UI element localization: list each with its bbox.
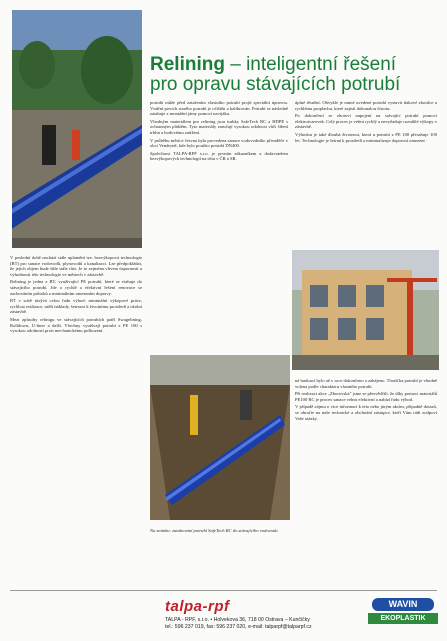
middle-column (150, 100, 288, 350)
title-bold: Relining (150, 54, 225, 75)
mid-paragraph: Vhodným materiálem pro relining jsou trubky SafeTech RC a HDPE s ochranným pláštěm. Tyto materiály zaručují vysokou odolnost vůči šíření trhlin a bodovému zatížení. (150, 118, 288, 135)
mid-paragraph: V průběhu měsíce června byla provedena sanace vodovodního přivaděče v obci Vendryně, kde bylo použito potrubí DN400. (150, 137, 288, 149)
talpa-logo: talpa-rpf (165, 598, 230, 615)
br-paragraph: ná budoucí bylo až v roce dokončeno a zahájeno. Tloušťka potrubí je vhodně volena podle charakteru vlastního potrubí. (295, 378, 437, 389)
wavin-logo: WAVIN (372, 598, 434, 611)
title-rest: – inteligentní řešení (224, 54, 397, 75)
footer-address-block (165, 617, 355, 631)
mid-paragraph: potrubí může před zatažením vlastního potrubí projít speciální úpravou. Vnitřní povrch starého potrubí je očištěn a kalibrován. Potrubí se následně zatahuje z montážní jámy pomocí navijáku. (150, 100, 288, 117)
right-paragraph: Po dokončení se zhotoví napojení na stávající potrubí pomocí elektrotvarovek. Celý proces je velmi rychlý a nevyžaduje rozsáhlé výkopy v zástavbě. (295, 113, 437, 130)
br-paragraph: Při realizaci akce „Zborovská" jsme se přesvědčili, že díky pomoci materiálů PE100 RC je proces sanace velmi efektivní a nabízí řadu výhod. (295, 391, 437, 402)
photo-pipe-street (12, 10, 142, 248)
left-column (10, 255, 142, 585)
photo-building (292, 250, 439, 370)
footer-contact: tel.: 596 237 019, fax: 596 237 020, e-mail: talparpf@talparpf.cz (165, 624, 312, 630)
right-paragraph: Výhodou je také dlouhá životnost, která u potrubí z PE 100 přesahuje 100 let. Technologie je šetrná k prostředí a minimalizuje dopravní omezení. (295, 131, 437, 143)
ekoplastik-logo: EKOPLASTIK (368, 613, 438, 624)
br-paragraph: V případě zájmu o více informací k této nebo jiným akcím, případně dotazů, se obraťte na naše technické a obchodní zástupce, kteří Vám rádi zodpoví Vaše otázky. (295, 404, 437, 421)
bottom-right-column (295, 378, 437, 583)
mid-caption: Na snímku: zatahování potrubí SafeTech RC do stávajícího vodovodu (150, 528, 278, 533)
left-paragraph: V poslední době nachází stále uplatnění tzv. bezvýkopová technologie (BT) pro sanace vodovodů, plynovodů a kanalizací. Lze předpokládat, že jejich objem bude dále stále růst. Je to zejména vlivem úspornosti a výhodnosti této technologie ve městech v zástavbě. (10, 255, 142, 277)
title-line2: pro opravu stávajících potrubí (150, 74, 401, 95)
left-paragraph: BT v sobě skrývá celou řadu výhod: minimální výkopové práce, rychlost realizace, nižší náklady, šetrnost k životnímu prostředí a okolní zástavbě. (10, 298, 142, 315)
left-paragraph: Mezi způsoby relinigu ve stávajících potrubích patří Swagelining, Rolldown, U-liner a další. Všechny využívají potrubí z PE 100 s vysokou odolností proti mechanickému poškození. (10, 316, 142, 334)
footer-divider (10, 590, 437, 591)
right-column (295, 100, 437, 240)
left-paragraph: Relining je jedna z BT, využívající PE potrubí, které se vtahuje do stávajícího potrubí. Jde o rychlé a efektivní řešení renovace se zachováním průtoků a minimálním omezením dopravy. (10, 279, 142, 296)
photo-pipe-street-image (12, 10, 142, 248)
article-title (150, 55, 440, 95)
photo-building-image (292, 250, 439, 370)
footer-address: TALPA - RPF, s.r.o. • Holvekova 36, 718 00 Ostrava – Kunčičky (165, 617, 310, 623)
photo-trench (150, 355, 290, 520)
mid-paragraph: Společnost TALPA-RPF s.r.o. je prvním zákazníkem a dodavatelem bezvýkopových technologií na trhu v ČR a SR. (150, 150, 288, 162)
right-paragraph: úplné těsnění. Obvykle je nutné uvedené potrubí vystavit tlakové zkoušce a rychlému proplachu, které zajistí dokonalou čistotu. (295, 100, 437, 111)
photo-trench-image (150, 355, 290, 520)
